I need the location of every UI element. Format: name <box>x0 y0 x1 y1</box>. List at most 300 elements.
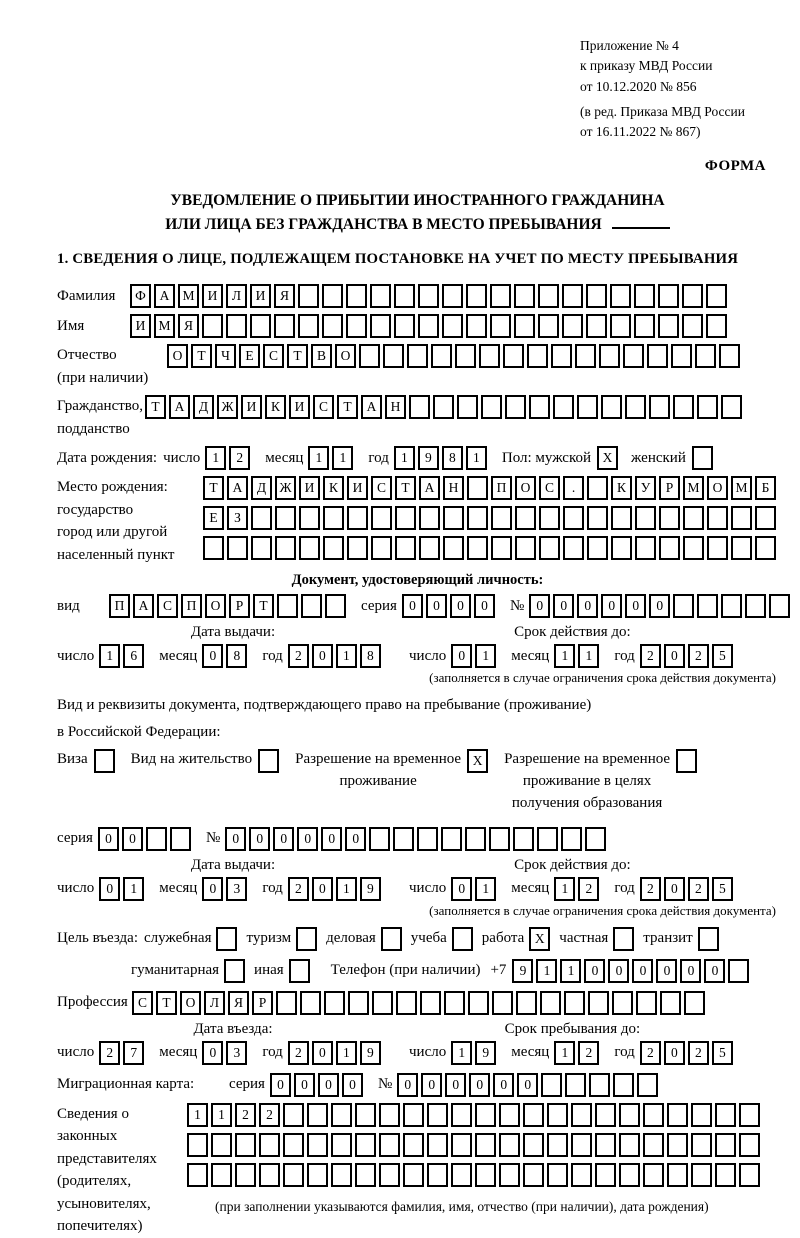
char-cell[interactable]: Н <box>443 476 464 500</box>
char-cell[interactable]: 9 <box>360 1041 381 1065</box>
char-cell[interactable]: И <box>130 314 151 338</box>
char-cell[interactable] <box>355 1163 376 1187</box>
char-cell[interactable] <box>523 1133 544 1157</box>
char-cell[interactable]: 2 <box>229 446 250 470</box>
char-cell[interactable] <box>396 991 417 1015</box>
char-cell[interactable] <box>577 395 598 419</box>
char-cell[interactable]: И <box>347 476 368 500</box>
char-cell[interactable] <box>643 1133 664 1157</box>
char-cell[interactable] <box>431 344 452 368</box>
char-cell[interactable] <box>403 1163 424 1187</box>
char-cell[interactable]: 2 <box>235 1103 256 1127</box>
char-cell[interactable] <box>667 1103 688 1127</box>
char-cell[interactable]: 9 <box>360 877 381 901</box>
char-cell[interactable] <box>146 827 167 851</box>
char-cell[interactable]: 0 <box>632 959 653 983</box>
char-cell[interactable] <box>659 536 680 560</box>
char-cell[interactable]: 9 <box>475 1041 496 1065</box>
char-cell[interactable] <box>379 1163 400 1187</box>
char-cell[interactable] <box>427 1163 448 1187</box>
char-cell[interactable] <box>403 1133 424 1157</box>
char-cell[interactable] <box>769 594 790 618</box>
char-cell[interactable] <box>322 314 343 338</box>
char-cell[interactable] <box>547 1133 568 1157</box>
char-cell[interactable] <box>467 506 488 530</box>
char-cell[interactable]: 0 <box>312 877 333 901</box>
char-cell[interactable]: К <box>323 476 344 500</box>
char-cell[interactable] <box>695 344 716 368</box>
char-cell[interactable] <box>595 1103 616 1127</box>
char-cell[interactable] <box>283 1163 304 1187</box>
char-cell[interactable]: И <box>250 284 271 308</box>
char-cell[interactable]: 0 <box>318 1073 339 1097</box>
char-cell[interactable] <box>529 395 550 419</box>
char-cell[interactable]: 0 <box>270 1073 291 1097</box>
char-cell[interactable]: 1 <box>308 446 329 470</box>
char-cell[interactable] <box>587 476 608 500</box>
char-cell[interactable] <box>491 506 512 530</box>
char-cell[interactable] <box>419 506 440 530</box>
char-cell[interactable] <box>371 506 392 530</box>
char-cell[interactable]: 0 <box>656 959 677 983</box>
char-cell[interactable]: Т <box>253 594 274 618</box>
char-cell[interactable]: 1 <box>560 959 581 983</box>
char-cell[interactable] <box>187 1163 208 1187</box>
char-cell[interactable]: К <box>265 395 286 419</box>
char-cell[interactable] <box>235 1163 256 1187</box>
char-cell[interactable] <box>490 284 511 308</box>
char-cell[interactable] <box>649 395 670 419</box>
char-cell[interactable]: 1 <box>394 446 415 470</box>
char-cell[interactable] <box>417 827 438 851</box>
residence-permit-checkbox[interactable] <box>258 749 279 773</box>
char-cell[interactable]: Е <box>239 344 260 368</box>
purpose-official-checkbox[interactable] <box>216 927 237 951</box>
char-cell[interactable] <box>684 991 705 1015</box>
char-cell[interactable]: С <box>132 991 153 1015</box>
char-cell[interactable] <box>739 1133 760 1157</box>
char-cell[interactable] <box>466 314 487 338</box>
char-cell[interactable] <box>348 991 369 1015</box>
char-cell[interactable] <box>637 1073 658 1097</box>
char-cell[interactable] <box>599 344 620 368</box>
char-cell[interactable] <box>514 314 535 338</box>
char-cell[interactable]: А <box>419 476 440 500</box>
char-cell[interactable] <box>667 1133 688 1157</box>
char-cell[interactable] <box>658 284 679 308</box>
char-cell[interactable]: 0 <box>99 877 120 901</box>
char-cell[interactable] <box>499 1103 520 1127</box>
char-cell[interactable] <box>395 536 416 560</box>
char-cell[interactable] <box>383 344 404 368</box>
char-cell[interactable]: О <box>180 991 201 1015</box>
char-cell[interactable]: 1 <box>205 446 226 470</box>
char-cell[interactable] <box>227 536 248 560</box>
char-cell[interactable]: С <box>263 344 284 368</box>
char-cell[interactable] <box>331 1103 352 1127</box>
purpose-other-checkbox[interactable] <box>289 959 310 983</box>
purpose-humanitarian-checkbox[interactable] <box>224 959 245 983</box>
char-cell[interactable] <box>187 1133 208 1157</box>
char-cell[interactable] <box>443 506 464 530</box>
char-cell[interactable] <box>691 1163 712 1187</box>
char-cell[interactable]: 0 <box>312 1041 333 1065</box>
char-cell[interactable]: 1 <box>554 877 575 901</box>
char-cell[interactable] <box>610 284 631 308</box>
char-cell[interactable] <box>523 1163 544 1187</box>
char-cell[interactable]: 2 <box>688 877 709 901</box>
char-cell[interactable]: К <box>611 476 632 500</box>
char-cell[interactable] <box>619 1103 640 1127</box>
char-cell[interactable]: 1 <box>451 1041 472 1065</box>
char-cell[interactable]: 0 <box>294 1073 315 1097</box>
char-cell[interactable]: 1 <box>475 877 496 901</box>
char-cell[interactable]: Д <box>193 395 214 419</box>
char-cell[interactable]: 1 <box>336 1041 357 1065</box>
char-cell[interactable]: Ф <box>130 284 151 308</box>
char-cell[interactable] <box>516 991 537 1015</box>
char-cell[interactable]: 0 <box>202 877 223 901</box>
char-cell[interactable]: 0 <box>397 1073 418 1097</box>
edu-permit-checkbox[interactable] <box>676 749 697 773</box>
temp-permit-checkbox[interactable]: X <box>467 749 488 773</box>
char-cell[interactable]: 0 <box>273 827 294 851</box>
char-cell[interactable] <box>451 1103 472 1127</box>
char-cell[interactable] <box>585 827 606 851</box>
char-cell[interactable]: Т <box>145 395 166 419</box>
char-cell[interactable]: 3 <box>226 1041 247 1065</box>
char-cell[interactable] <box>251 536 272 560</box>
char-cell[interactable]: М <box>683 476 704 500</box>
char-cell[interactable] <box>372 991 393 1015</box>
char-cell[interactable] <box>547 1163 568 1187</box>
char-cell[interactable]: А <box>361 395 382 419</box>
char-cell[interactable] <box>465 827 486 851</box>
char-cell[interactable] <box>667 1163 688 1187</box>
char-cell[interactable] <box>601 395 622 419</box>
char-cell[interactable]: 0 <box>426 594 447 618</box>
char-cell[interactable]: 1 <box>536 959 557 983</box>
char-cell[interactable]: Т <box>191 344 212 368</box>
char-cell[interactable] <box>467 536 488 560</box>
char-cell[interactable]: 0 <box>451 877 472 901</box>
char-cell[interactable]: 1 <box>99 644 120 668</box>
char-cell[interactable] <box>442 314 463 338</box>
char-cell[interactable] <box>561 827 582 851</box>
char-cell[interactable] <box>565 1073 586 1097</box>
visa-checkbox[interactable] <box>94 749 115 773</box>
char-cell[interactable]: П <box>109 594 130 618</box>
char-cell[interactable] <box>395 506 416 530</box>
char-cell[interactable]: У <box>635 476 656 500</box>
char-cell[interactable] <box>394 314 415 338</box>
char-cell[interactable] <box>403 1103 424 1127</box>
char-cell[interactable] <box>418 314 439 338</box>
char-cell[interactable] <box>527 344 548 368</box>
char-cell[interactable] <box>347 506 368 530</box>
char-cell[interactable]: 2 <box>640 644 661 668</box>
purpose-tourism-checkbox[interactable] <box>296 927 317 951</box>
char-cell[interactable]: 0 <box>202 644 223 668</box>
char-cell[interactable]: А <box>154 284 175 308</box>
char-cell[interactable]: Я <box>178 314 199 338</box>
char-cell[interactable] <box>379 1133 400 1157</box>
purpose-private-checkbox[interactable] <box>613 927 634 951</box>
char-cell[interactable] <box>235 1133 256 1157</box>
char-cell[interactable] <box>715 1133 736 1157</box>
char-cell[interactable] <box>683 536 704 560</box>
char-cell[interactable] <box>299 536 320 560</box>
char-cell[interactable]: 2 <box>259 1103 280 1127</box>
char-cell[interactable]: 0 <box>342 1073 363 1097</box>
char-cell[interactable]: 0 <box>451 644 472 668</box>
char-cell[interactable]: А <box>227 476 248 500</box>
char-cell[interactable] <box>562 284 583 308</box>
char-cell[interactable]: 1 <box>554 644 575 668</box>
char-cell[interactable]: Т <box>287 344 308 368</box>
char-cell[interactable] <box>369 827 390 851</box>
sex-male-checkbox[interactable]: X <box>597 446 618 470</box>
char-cell[interactable] <box>427 1133 448 1157</box>
char-cell[interactable]: 0 <box>402 594 423 618</box>
char-cell[interactable] <box>277 594 298 618</box>
char-cell[interactable] <box>226 314 247 338</box>
char-cell[interactable] <box>276 991 297 1015</box>
char-cell[interactable]: Я <box>228 991 249 1015</box>
char-cell[interactable] <box>589 1073 610 1097</box>
char-cell[interactable] <box>298 314 319 338</box>
char-cell[interactable] <box>323 506 344 530</box>
char-cell[interactable]: 0 <box>553 594 574 618</box>
char-cell[interactable] <box>370 284 391 308</box>
char-cell[interactable]: З <box>227 506 248 530</box>
char-cell[interactable] <box>475 1133 496 1157</box>
char-cell[interactable] <box>370 314 391 338</box>
char-cell[interactable] <box>562 314 583 338</box>
char-cell[interactable] <box>419 536 440 560</box>
purpose-study-checkbox[interactable] <box>452 927 473 951</box>
char-cell[interactable]: А <box>133 594 154 618</box>
char-cell[interactable] <box>610 314 631 338</box>
char-cell[interactable] <box>563 536 584 560</box>
char-cell[interactable]: 0 <box>608 959 629 983</box>
char-cell[interactable]: О <box>167 344 188 368</box>
char-cell[interactable]: С <box>539 476 560 500</box>
char-cell[interactable] <box>211 1163 232 1187</box>
char-cell[interactable] <box>457 395 478 419</box>
char-cell[interactable]: 1 <box>211 1103 232 1127</box>
char-cell[interactable]: 1 <box>336 644 357 668</box>
char-cell[interactable]: С <box>371 476 392 500</box>
char-cell[interactable] <box>451 1133 472 1157</box>
char-cell[interactable] <box>355 1103 376 1127</box>
char-cell[interactable] <box>371 536 392 560</box>
purpose-transit-checkbox[interactable] <box>698 927 719 951</box>
char-cell[interactable]: Я <box>274 284 295 308</box>
char-cell[interactable]: 0 <box>680 959 701 983</box>
char-cell[interactable] <box>300 991 321 1015</box>
char-cell[interactable]: 9 <box>512 959 533 983</box>
char-cell[interactable] <box>755 506 776 530</box>
char-cell[interactable] <box>659 506 680 530</box>
char-cell[interactable]: 0 <box>664 877 685 901</box>
char-cell[interactable] <box>697 594 718 618</box>
char-cell[interactable] <box>322 284 343 308</box>
char-cell[interactable] <box>643 1103 664 1127</box>
char-cell[interactable] <box>586 314 607 338</box>
char-cell[interactable] <box>444 991 465 1015</box>
char-cell[interactable] <box>715 1163 736 1187</box>
char-cell[interactable] <box>706 314 727 338</box>
char-cell[interactable]: 2 <box>578 877 599 901</box>
char-cell[interactable]: В <box>311 344 332 368</box>
char-cell[interactable] <box>250 314 271 338</box>
char-cell[interactable]: П <box>181 594 202 618</box>
char-cell[interactable]: 0 <box>474 594 495 618</box>
char-cell[interactable] <box>523 1103 544 1127</box>
char-cell[interactable]: О <box>707 476 728 500</box>
char-cell[interactable] <box>707 536 728 560</box>
char-cell[interactable] <box>538 284 559 308</box>
char-cell[interactable] <box>571 1133 592 1157</box>
char-cell[interactable] <box>441 827 462 851</box>
char-cell[interactable]: 8 <box>442 446 463 470</box>
char-cell[interactable] <box>721 395 742 419</box>
char-cell[interactable]: М <box>731 476 752 500</box>
char-cell[interactable] <box>489 827 510 851</box>
char-cell[interactable] <box>202 314 223 338</box>
char-cell[interactable] <box>539 506 560 530</box>
char-cell[interactable]: 2 <box>640 1041 661 1065</box>
char-cell[interactable]: 0 <box>601 594 622 618</box>
char-cell[interactable]: М <box>178 284 199 308</box>
char-cell[interactable] <box>563 506 584 530</box>
char-cell[interactable] <box>715 1103 736 1127</box>
char-cell[interactable] <box>647 344 668 368</box>
char-cell[interactable]: 1 <box>336 877 357 901</box>
char-cell[interactable] <box>683 506 704 530</box>
char-cell[interactable] <box>299 506 320 530</box>
char-cell[interactable] <box>571 1163 592 1187</box>
char-cell[interactable] <box>587 536 608 560</box>
char-cell[interactable]: 2 <box>688 644 709 668</box>
char-cell[interactable] <box>331 1163 352 1187</box>
char-cell[interactable]: Р <box>252 991 273 1015</box>
char-cell[interactable] <box>540 991 561 1015</box>
char-cell[interactable] <box>731 506 752 530</box>
char-cell[interactable]: 2 <box>288 1041 309 1065</box>
char-cell[interactable]: О <box>515 476 536 500</box>
char-cell[interactable]: . <box>563 476 584 500</box>
char-cell[interactable]: 0 <box>584 959 605 983</box>
char-cell[interactable] <box>475 1163 496 1187</box>
char-cell[interactable]: 2 <box>288 877 309 901</box>
char-cell[interactable]: Ж <box>217 395 238 419</box>
purpose-work-checkbox[interactable]: X <box>529 927 550 951</box>
char-cell[interactable] <box>409 395 430 419</box>
char-cell[interactable] <box>636 991 657 1015</box>
char-cell[interactable] <box>682 284 703 308</box>
char-cell[interactable] <box>553 395 574 419</box>
char-cell[interactable] <box>259 1133 280 1157</box>
char-cell[interactable]: Ч <box>215 344 236 368</box>
char-cell[interactable]: 0 <box>98 827 119 851</box>
char-cell[interactable]: 0 <box>450 594 471 618</box>
char-cell[interactable] <box>455 344 476 368</box>
char-cell[interactable]: 2 <box>99 1041 120 1065</box>
char-cell[interactable]: 3 <box>226 877 247 901</box>
char-cell[interactable] <box>739 1103 760 1127</box>
char-cell[interactable] <box>619 1133 640 1157</box>
char-cell[interactable] <box>393 827 414 851</box>
char-cell[interactable] <box>170 827 191 851</box>
char-cell[interactable]: 0 <box>529 594 550 618</box>
char-cell[interactable]: 0 <box>493 1073 514 1097</box>
char-cell[interactable] <box>499 1133 520 1157</box>
char-cell[interactable] <box>595 1133 616 1157</box>
char-cell[interactable]: 0 <box>345 827 366 851</box>
char-cell[interactable] <box>541 1073 562 1097</box>
char-cell[interactable] <box>442 284 463 308</box>
char-cell[interactable]: 1 <box>475 644 496 668</box>
char-cell[interactable]: 0 <box>122 827 143 851</box>
char-cell[interactable]: Р <box>229 594 250 618</box>
char-cell[interactable]: 0 <box>664 1041 685 1065</box>
char-cell[interactable]: 5 <box>712 877 733 901</box>
char-cell[interactable] <box>634 314 655 338</box>
char-cell[interactable] <box>595 1163 616 1187</box>
char-cell[interactable] <box>635 536 656 560</box>
char-cell[interactable] <box>420 991 441 1015</box>
char-cell[interactable] <box>625 395 646 419</box>
char-cell[interactable] <box>691 1133 712 1157</box>
char-cell[interactable] <box>407 344 428 368</box>
char-cell[interactable]: 2 <box>688 1041 709 1065</box>
char-cell[interactable] <box>433 395 454 419</box>
char-cell[interactable] <box>745 594 766 618</box>
char-cell[interactable] <box>588 991 609 1015</box>
purpose-business-checkbox[interactable] <box>381 927 402 951</box>
char-cell[interactable]: Т <box>203 476 224 500</box>
char-cell[interactable] <box>481 395 502 419</box>
char-cell[interactable]: Б <box>755 476 776 500</box>
char-cell[interactable] <box>346 284 367 308</box>
char-cell[interactable]: Л <box>204 991 225 1015</box>
char-cell[interactable] <box>346 314 367 338</box>
sex-female-checkbox[interactable] <box>692 446 713 470</box>
char-cell[interactable] <box>211 1133 232 1157</box>
char-cell[interactable]: С <box>313 395 334 419</box>
char-cell[interactable] <box>427 1103 448 1127</box>
char-cell[interactable] <box>515 536 536 560</box>
char-cell[interactable]: О <box>335 344 356 368</box>
char-cell[interactable] <box>673 395 694 419</box>
char-cell[interactable] <box>324 991 345 1015</box>
char-cell[interactable]: 0 <box>517 1073 538 1097</box>
char-cell[interactable]: 6 <box>123 644 144 668</box>
char-cell[interactable] <box>307 1133 328 1157</box>
char-cell[interactable] <box>691 1103 712 1127</box>
char-cell[interactable]: 2 <box>578 1041 599 1065</box>
char-cell[interactable] <box>739 1163 760 1187</box>
char-cell[interactable]: 2 <box>640 877 661 901</box>
char-cell[interactable] <box>499 1163 520 1187</box>
char-cell[interactable] <box>283 1103 304 1127</box>
char-cell[interactable] <box>619 1163 640 1187</box>
char-cell[interactable]: 1 <box>187 1103 208 1127</box>
char-cell[interactable]: Т <box>337 395 358 419</box>
char-cell[interactable] <box>325 594 346 618</box>
